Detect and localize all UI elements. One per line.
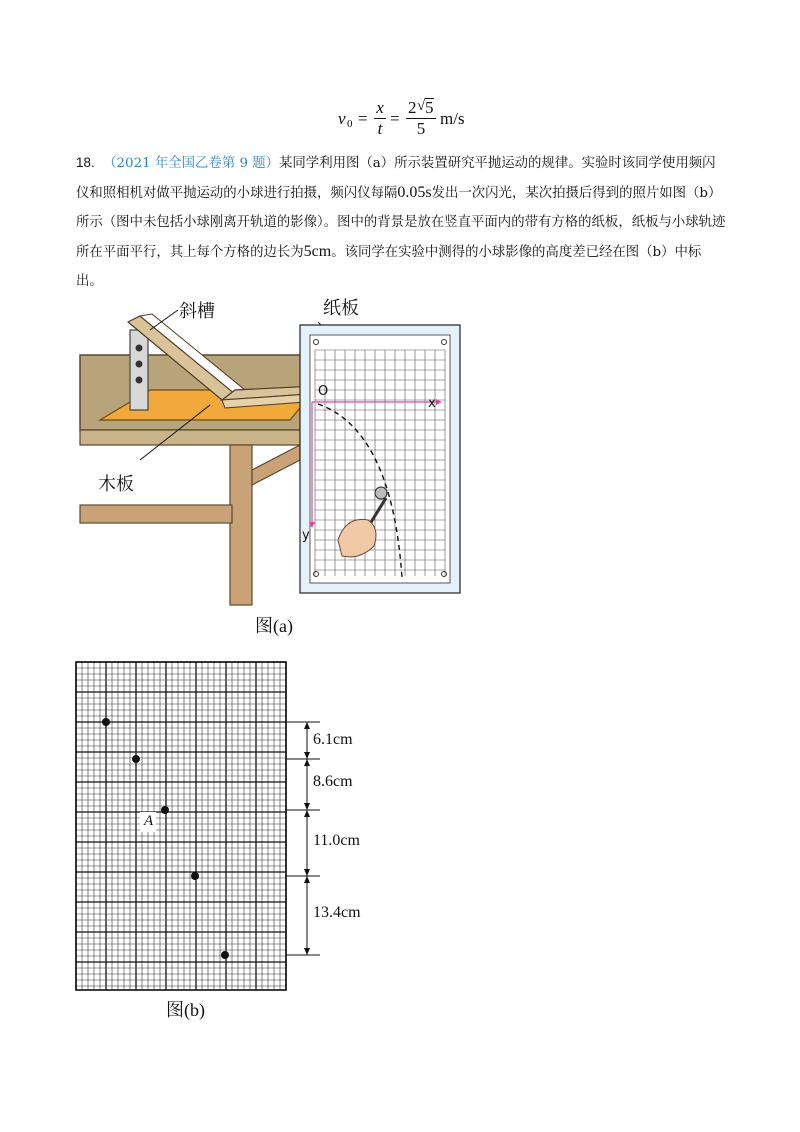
radicand: 5: [425, 98, 434, 117]
label-origin: O: [318, 384, 329, 399]
gap-label-4: 13.4cm: [313, 904, 361, 921]
point-a-label: A: [144, 813, 154, 829]
gap-label-3: 11.0cm: [313, 832, 360, 849]
problem-text-2: 发出一次闪光，某次拍摄后得到的照片如图（b）所示（图中未包括小球刚离开轨道的影像）。图中的背景是放在竖直平面内的带有方格的纸板，纸板与小球轨迹所在平面平行，其上每个方格的边长为: [76, 186, 726, 260]
label-y-axis: y: [302, 528, 310, 543]
gap-label-1: 6.1cm: [313, 731, 353, 748]
sqrt-symbol: √: [417, 98, 426, 114]
label-x-axis: x: [428, 396, 436, 411]
label-chute: 斜槽: [179, 301, 215, 322]
problem-text-1: 某同学利用图（a）所示装置研究平抛运动的规律。实验时该同学使用频闪仪和照相机对做平抛运动的小球进行拍摄，频闪仪每隔: [76, 156, 716, 201]
ball-image-2: [132, 755, 140, 763]
caption-figure-b: 图(b): [166, 1000, 205, 1020]
equals-1: =: [358, 109, 368, 128]
root-denominator: 5: [406, 118, 436, 139]
caption-figure-a: 图(a): [255, 616, 293, 636]
problem-source[interactable]: （2021 年全国乙卷第 9 题）: [103, 156, 280, 171]
ball-image-4: [191, 872, 199, 880]
ball-image-3: [161, 806, 169, 814]
v0-symbol: v: [338, 109, 346, 128]
ball-image-5: [221, 951, 229, 959]
ball-image-1: [102, 718, 110, 726]
fraction-denominator: t: [374, 118, 386, 139]
problem-text-3: 。该同学在实验中测得的小球影像的高度差已经在图（b）中标出。: [76, 245, 702, 289]
unit-text: m/s: [440, 109, 465, 128]
grid-side: 5cm: [303, 243, 332, 260]
problem-number: 18.: [76, 155, 95, 170]
flash-interval: 0.05s: [397, 184, 432, 201]
fraction-numerator: x: [376, 98, 384, 117]
equals-2: =: [390, 109, 400, 128]
label-board: 木板: [98, 474, 134, 495]
v0-subscript: 0: [347, 118, 353, 130]
label-paperboard: 纸板: [323, 298, 359, 319]
root-coefficient: 2: [408, 98, 417, 117]
gap-label-2: 8.6cm: [313, 773, 353, 790]
photo-grid: [76, 662, 286, 990]
